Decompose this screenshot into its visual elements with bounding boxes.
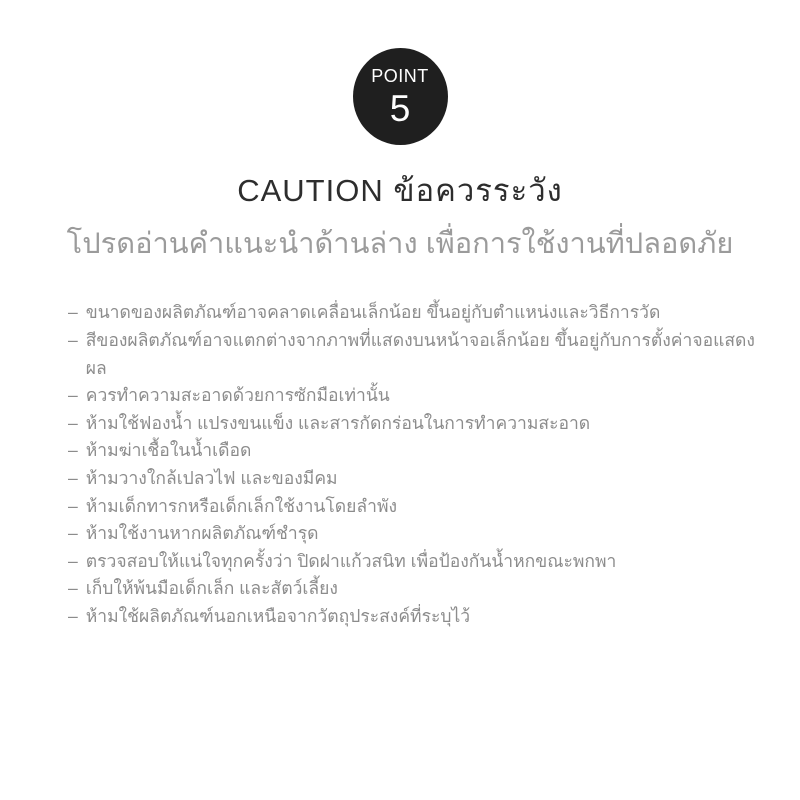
point-badge xyxy=(353,48,448,145)
list-item-text: ห้ามใช้ผลิตภัณฑ์นอกเหนือจากวัตถุประสงค์ที่ระบุไว้ xyxy=(85,605,471,626)
list-item-text: ห้ามฆ่าเชื้อในน้ำเดือด xyxy=(85,440,252,461)
bullet-dash: – xyxy=(68,468,78,488)
caution-list xyxy=(0,299,800,630)
point-badge-label: POINT xyxy=(371,65,429,86)
list-item xyxy=(68,603,760,631)
list-item-text: สีของผลิตภัณฑ์อาจแตกต่างจากภาพที่แสดงบนหน้าจอเล็กน้อย ขึ้นอยู่กับการตั้งค่าจอแสดงผล xyxy=(85,330,755,378)
caution-page xyxy=(0,48,800,800)
list-item xyxy=(68,520,760,548)
bullet-dash: – xyxy=(68,523,78,544)
list-item xyxy=(68,437,760,465)
list-item xyxy=(68,382,760,410)
bullet-dash: – xyxy=(68,440,78,461)
list-item xyxy=(68,493,760,521)
bullet-dash: – xyxy=(68,605,78,626)
list-item-text: ห้ามใช้ฟองน้ำ แปรงขนแข็ง และสารกัดกร่อนในการทำความสะอาด xyxy=(85,412,591,433)
list-item-text: ตรวจสอบให้แน่ใจทุกครั้งว่า ปิดฝาแก้วสนิท เพื่อป้องกันน้ำหกขณะพกพา xyxy=(85,550,617,571)
list-item xyxy=(68,410,760,438)
bullet-dash: – xyxy=(68,412,78,433)
list-item-text: ห้ามวางใกล้เปลวไฟ และของมีคม xyxy=(85,468,338,488)
page-title: CAUTION ข้อควรระวัง xyxy=(237,173,563,208)
list-item xyxy=(68,465,760,493)
list-item xyxy=(68,575,760,603)
bullet-dash: – xyxy=(68,550,78,571)
bullet-dash: – xyxy=(68,578,78,599)
list-item xyxy=(68,327,760,382)
bullet-dash: – xyxy=(68,385,78,406)
list-item xyxy=(68,299,760,327)
list-item-text: เก็บให้พ้นมือเด็กเล็ก และสัตว์เลี้ยง xyxy=(85,578,338,599)
list-item-text: ควรทำความสะอาดด้วยการซักมือเท่านั้น xyxy=(85,385,390,406)
point-badge-number: 5 xyxy=(389,87,411,129)
bullet-dash: – xyxy=(68,330,78,351)
bullet-dash: – xyxy=(68,495,78,516)
list-item xyxy=(68,548,760,576)
list-item-text: ห้ามเด็กทารกหรือเด็กเล็กใช้งานโดยลำพัง xyxy=(85,495,398,516)
bullet-dash: – xyxy=(68,302,78,323)
list-item-text: ห้ามใช้งานหากผลิตภัณฑ์ชำรุด xyxy=(85,523,319,544)
list-item-text: ขนาดของผลิตภัณฑ์อาจคลาดเคลื่อนเล็กน้อย ขึ้นอยู่กับตำแหน่งและวิธีการวัด xyxy=(85,302,661,323)
page-subtitle: โปรดอ่านคำแนะนำด้านล่าง เพื่อการใช้งานที่ปลอดภัย xyxy=(66,227,734,260)
